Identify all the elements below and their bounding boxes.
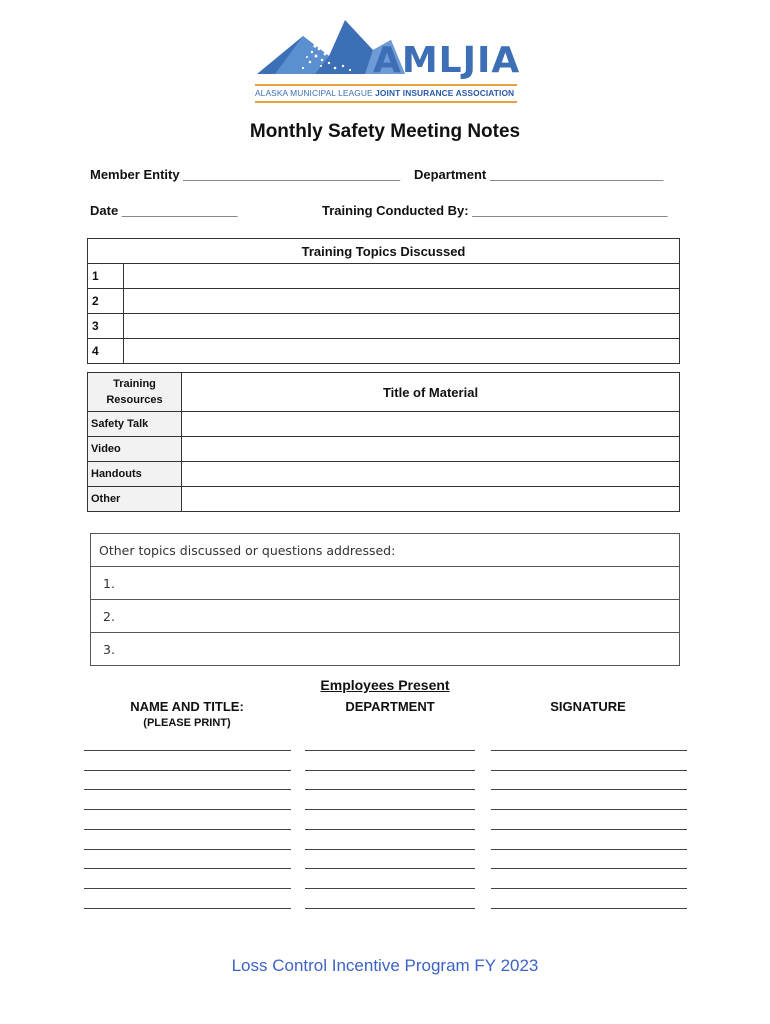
name-line[interactable] (84, 770, 291, 771)
topic-entry[interactable] (124, 314, 680, 339)
department-header: DEPARTMENT (345, 699, 435, 714)
table-row (88, 314, 680, 339)
name-line[interactable] (84, 809, 291, 810)
training-resources-table (87, 372, 680, 512)
department-line[interactable] (305, 908, 475, 909)
name-title-header: NAME AND TITLE: (130, 699, 244, 714)
department-line[interactable] (305, 829, 475, 830)
topic-number: 4 (88, 339, 124, 364)
other-topics-heading: Other topics discussed or questions addressed: (91, 534, 680, 567)
employees-present-heading: Employees Present (320, 677, 450, 693)
signature-line[interactable] (491, 829, 687, 830)
material-entry[interactable] (182, 462, 680, 487)
list-item[interactable] (91, 567, 680, 600)
name-line[interactable] (84, 849, 291, 850)
list-item[interactable] (91, 633, 680, 666)
name-line[interactable] (84, 789, 291, 790)
material-entry[interactable] (182, 412, 680, 437)
logo-wordmark: AMLJIA (373, 40, 521, 81)
other-topic-line: 2. (91, 600, 680, 633)
resource-label: Video (88, 437, 182, 462)
training-conducted-by-field[interactable]: Training Conducted By: ___________________________ (322, 203, 668, 218)
resource-label: Safety Talk (88, 412, 182, 437)
name-line[interactable] (84, 908, 291, 909)
department-line[interactable] (305, 789, 475, 790)
name-line[interactable] (84, 750, 291, 751)
signature-line[interactable] (491, 908, 687, 909)
other-topics-box (90, 533, 680, 666)
signature-line[interactable] (491, 868, 687, 869)
table-row (88, 289, 680, 314)
list-item[interactable] (91, 600, 680, 633)
table-row (88, 437, 680, 462)
resources-header: Training Resources (88, 373, 182, 412)
logo-tagline-right: JOINT INSURANCE ASSOCIATION (375, 88, 515, 98)
signature-line[interactable] (491, 888, 687, 889)
topic-entry[interactable] (124, 289, 680, 314)
resource-label: Handouts (88, 462, 182, 487)
table-row (88, 412, 680, 437)
footer-text: Loss Control Incentive Program FY 2023 (231, 956, 539, 975)
signature-line[interactable] (491, 770, 687, 771)
department-line[interactable] (305, 750, 475, 751)
title-of-material-header: Title of Material (182, 373, 680, 412)
topic-entry[interactable] (124, 264, 680, 289)
material-entry[interactable] (182, 437, 680, 462)
other-topic-line: 1. (91, 567, 680, 600)
name-line[interactable] (84, 888, 291, 889)
logo-tagline (255, 84, 517, 103)
table-row (88, 264, 680, 289)
topic-number: 1 (88, 264, 124, 289)
resource-label: Other (88, 487, 182, 512)
table-row (88, 339, 680, 364)
signature-line[interactable] (491, 809, 687, 810)
training-topics-table (87, 238, 680, 364)
material-entry[interactable] (182, 487, 680, 512)
topics-header: Training Topics Discussed (88, 239, 680, 264)
signature-line[interactable] (491, 849, 687, 850)
topic-entry[interactable] (124, 339, 680, 364)
department-line[interactable] (305, 809, 475, 810)
page-title: Monthly Safety Meeting Notes (249, 121, 521, 142)
department-line[interactable] (305, 770, 475, 771)
table-row (88, 487, 680, 512)
signature-line[interactable] (491, 750, 687, 751)
table-row (88, 462, 680, 487)
logo-tagline-left: ALASKA MUNICIPAL LEAGUE (255, 88, 373, 98)
signature-header: SIGNATURE (550, 699, 626, 714)
department-line[interactable] (305, 888, 475, 889)
date-field[interactable]: Date ________________ (90, 203, 238, 218)
department-line[interactable] (305, 849, 475, 850)
topic-number: 2 (88, 289, 124, 314)
please-print-note: (PLEASE PRINT) (143, 717, 231, 729)
department-line[interactable] (305, 868, 475, 869)
topic-number: 3 (88, 314, 124, 339)
name-line[interactable] (84, 829, 291, 830)
member-entity-field[interactable]: Member Entity ______________________________ (90, 167, 401, 182)
other-topic-line: 3. (103, 641, 115, 657)
department-field[interactable]: Department ________________________ (414, 167, 664, 182)
signature-line[interactable] (491, 789, 687, 790)
name-line[interactable] (84, 868, 291, 869)
